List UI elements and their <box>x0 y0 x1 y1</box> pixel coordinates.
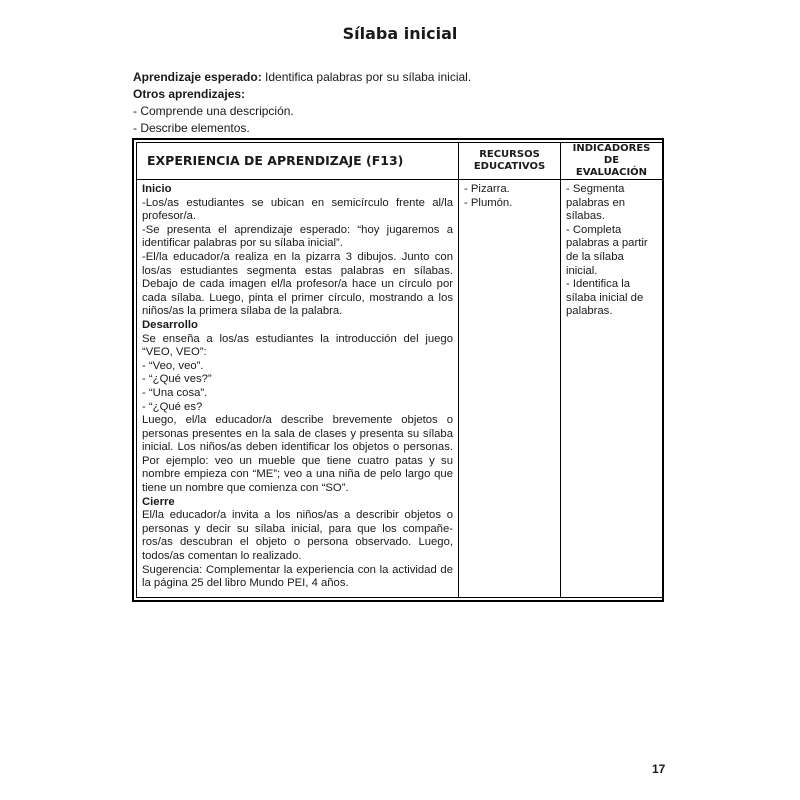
paragraph: Se enseña a los/as estudiantes la introducción del juego “VEO, VEO”: <box>142 332 453 359</box>
indicator-item: - Segmenta palabras en sílabas. <box>566 183 626 223</box>
header-indicators: INDICADORES DE EVALUACIÓN <box>561 143 663 180</box>
paragraph: Luego, el/la educador/a describe brevemente objetos o personas presentes en la sala de clases y presenta su sílaba inicial. Los niños/as deben identificar los objetos o personas. Por ejemplo: veo un mueble que tiene cuatro patas y su nombre empieza con “ME”; veo a una niña de pelo largo que tiene un nombre que comienza con “SO”. <box>142 414 453 495</box>
resource-item: - Plumón. <box>464 196 513 209</box>
section-desarrollo: Desarrollo <box>142 318 198 331</box>
other-learning-item: - Comprende una descripción. <box>133 104 294 118</box>
indicator-item: - Completa palabras a partir de la sílaba inicial. <box>566 223 648 277</box>
other-learning-item: - Describe elementos. <box>133 121 250 135</box>
section-inicio: Inicio <box>142 183 172 195</box>
experience-cell <box>137 180 459 598</box>
page-number: 17 <box>652 762 666 776</box>
expected-learning-text: Identifica palabras por su sílaba inicial. <box>261 70 472 84</box>
paragraph: El/la educador/a invita a los niños/as a describir objetos o personas y decir su sílaba inicial, para que los compañe- ros/as descubran el objeto o persona observado. Luego, todos/as comentan lo realizado. <box>142 509 453 563</box>
indicators-cell <box>561 180 663 598</box>
section-cierre: Cierre <box>142 495 175 508</box>
expected-learning <box>133 69 673 86</box>
resources-cell <box>459 180 561 598</box>
dialog-line: - “¿Qué es? <box>142 400 203 413</box>
expected-learning-label: Aprendizaje esperado: <box>133 70 262 84</box>
dialog-line: - “¿Qué ves?” <box>142 373 212 386</box>
page-title: Sílaba inicial <box>342 24 458 43</box>
header-experience: EXPERIENCIA DE APRENDIZAJE (F13) <box>137 143 459 180</box>
other-learnings-label: Otros aprendizajes: <box>133 87 246 101</box>
paragraph: -Se presenta el aprendizaje esperado: “hoy jugaremos a identificar palabras por su sílaba inicial”. <box>142 223 453 250</box>
dialog-line: - “Veo, veo”. <box>142 359 204 372</box>
resource-item: - Pizarra. <box>464 183 510 195</box>
paragraph: -Los/as estudiantes se ubican en semicírculo frente al/la profesor/a. <box>142 196 453 223</box>
intro-section <box>133 69 673 137</box>
dialog-line: - “Una cosa”. <box>142 386 208 399</box>
paragraph: -El/la educador/a realiza en la pizarra 3 dibujos. Junto con los/as estudiantes segmenta estas palabras en sílabas. Debajo de cada imagen el/la profesor/a hace un círculo por cada sílaba. Luego, pinta el primer círculo, mostrando a los niños/as la primera sílaba de la palabra. <box>142 250 453 318</box>
paragraph: Sugerencia: Complementar la experiencia con la actividad de la página 25 del libro Mundo PEI, 4 años. <box>142 563 453 590</box>
indicator-item: - Identifica la sílaba inicial de palabras. <box>566 278 644 318</box>
learning-table <box>132 138 664 602</box>
header-resources: RECURSOS EDUCATIVOS <box>459 143 561 180</box>
